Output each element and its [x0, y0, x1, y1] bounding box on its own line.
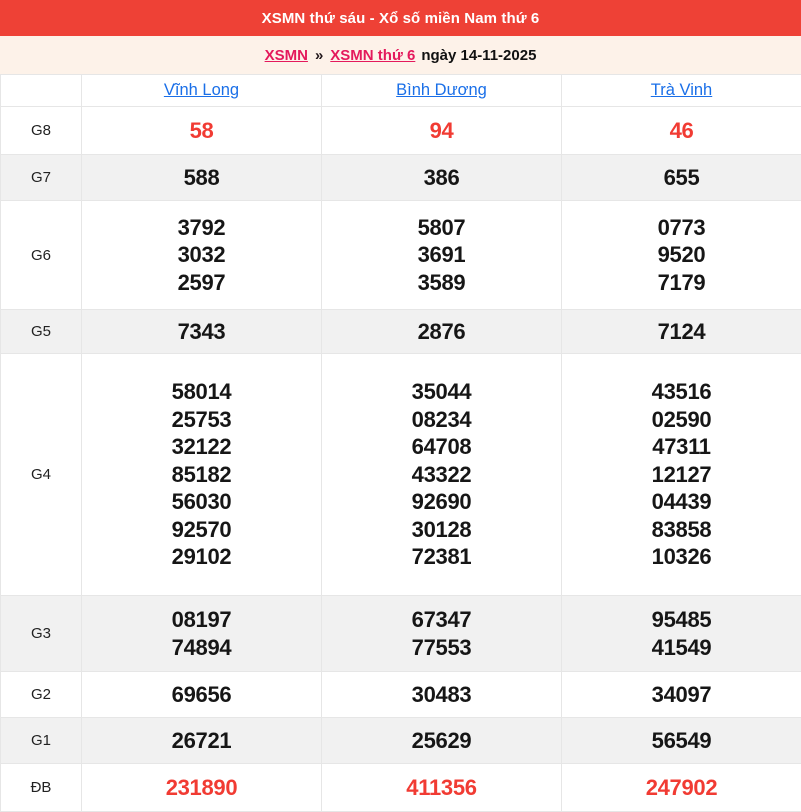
result-number: 72381 — [322, 543, 561, 571]
result-cell — [322, 764, 562, 812]
province-link-vinh-long[interactable]: Vĩnh Long — [164, 81, 239, 99]
result-cell — [82, 354, 322, 596]
table-row-g1 — [1, 718, 801, 764]
prize-label: G2 — [1, 672, 82, 718]
result-number: 94 — [322, 117, 561, 145]
prize-label: G1 — [1, 718, 82, 764]
result-number: 25753 — [82, 406, 321, 434]
result-number: 02590 — [562, 406, 801, 434]
result-number: 3589 — [322, 269, 561, 297]
result-number: 10326 — [562, 543, 801, 571]
results-table — [0, 74, 801, 812]
result-cell — [322, 672, 562, 718]
result-number: 7124 — [562, 318, 801, 346]
result-number: 411356 — [322, 774, 561, 802]
result-number: 9520 — [562, 241, 801, 269]
result-cell — [322, 718, 562, 764]
page-header — [0, 0, 801, 36]
page-title: XSMN thứ sáu - Xổ số miền Nam thứ 6 — [262, 10, 540, 27]
result-number: 7179 — [562, 269, 801, 297]
result-number: 2597 — [82, 269, 321, 297]
prize-label: G7 — [1, 155, 82, 201]
result-cell — [562, 718, 801, 764]
column-header-tra-vinh — [562, 75, 801, 107]
result-number: 64708 — [322, 433, 561, 461]
result-number: 2876 — [322, 318, 561, 346]
result-number: 247902 — [562, 774, 801, 802]
table-row-g5 — [1, 310, 801, 354]
table-row-đb — [1, 764, 801, 812]
result-number: 32122 — [82, 433, 321, 461]
result-number: 7343 — [82, 318, 321, 346]
result-number: 47311 — [562, 433, 801, 461]
result-number: 29102 — [82, 543, 321, 571]
breadcrumb — [0, 36, 801, 74]
result-number: 35044 — [322, 378, 561, 406]
result-number: 12127 — [562, 461, 801, 489]
result-cell — [562, 310, 801, 354]
result-number: 58014 — [82, 378, 321, 406]
result-number: 30483 — [322, 681, 561, 709]
result-cell — [562, 596, 801, 672]
result-number: 43516 — [562, 378, 801, 406]
result-cell — [82, 764, 322, 812]
result-number: 83858 — [562, 516, 801, 544]
result-number: 0773 — [562, 214, 801, 242]
prize-label: G5 — [1, 310, 82, 354]
breadcrumb-link-xsmn[interactable]: XSMN — [265, 47, 308, 64]
result-number: 30128 — [322, 516, 561, 544]
result-cell — [322, 310, 562, 354]
result-number: 25629 — [322, 727, 561, 755]
result-number: 231890 — [82, 774, 321, 802]
result-cell — [562, 764, 801, 812]
result-number: 588 — [82, 164, 321, 192]
result-cell — [322, 201, 562, 310]
column-header-vinh-long — [82, 75, 322, 107]
province-link-tra-vinh[interactable]: Trà Vinh — [651, 81, 712, 99]
province-link-binh-duong[interactable]: Bình Dương — [396, 81, 487, 99]
prize-label: G3 — [1, 596, 82, 672]
result-cell — [82, 672, 322, 718]
result-cell — [82, 201, 322, 310]
result-number: 46 — [562, 117, 801, 145]
results-body — [1, 107, 801, 812]
result-number: 3032 — [82, 241, 321, 269]
result-number: 56549 — [562, 727, 801, 755]
result-number: 3792 — [82, 214, 321, 242]
table-row-g3 — [1, 596, 801, 672]
result-number: 34097 — [562, 681, 801, 709]
result-number: 92690 — [322, 488, 561, 516]
prize-label: G8 — [1, 107, 82, 155]
result-cell — [322, 596, 562, 672]
prize-label: G6 — [1, 201, 82, 310]
corner-cell — [1, 75, 82, 107]
result-cell — [322, 354, 562, 596]
result-cell — [322, 155, 562, 201]
result-number: 67347 — [322, 606, 561, 634]
result-cell — [82, 107, 322, 155]
table-row-g8 — [1, 107, 801, 155]
result-number: 26721 — [82, 727, 321, 755]
result-number: 74894 — [82, 634, 321, 662]
table-row-g7 — [1, 155, 801, 201]
result-cell — [82, 310, 322, 354]
result-cell — [82, 596, 322, 672]
table-row-g6 — [1, 201, 801, 310]
result-cell — [322, 107, 562, 155]
column-header-binh-duong — [322, 75, 562, 107]
result-cell — [562, 107, 801, 155]
result-number: 85182 — [82, 461, 321, 489]
result-cell — [562, 354, 801, 596]
breadcrumb-date: ngày 14-11-2025 — [421, 47, 536, 64]
breadcrumb-separator: » — [315, 47, 323, 64]
result-number: 92570 — [82, 516, 321, 544]
result-number: 3691 — [322, 241, 561, 269]
result-cell — [562, 672, 801, 718]
result-cell — [562, 201, 801, 310]
result-number: 5807 — [322, 214, 561, 242]
result-cell — [562, 155, 801, 201]
table-header-row — [1, 75, 801, 107]
breadcrumb-link-xsmn-thu-6[interactable]: XSMN thứ 6 — [330, 47, 415, 64]
result-cell — [82, 155, 322, 201]
table-row-g2 — [1, 672, 801, 718]
result-number: 95485 — [562, 606, 801, 634]
result-number: 655 — [562, 164, 801, 192]
table-row-g4 — [1, 354, 801, 596]
result-number: 08197 — [82, 606, 321, 634]
result-number: 69656 — [82, 681, 321, 709]
result-number: 04439 — [562, 488, 801, 516]
result-number: 56030 — [82, 488, 321, 516]
result-number: 58 — [82, 117, 321, 145]
result-number: 43322 — [322, 461, 561, 489]
prize-label: G4 — [1, 354, 82, 596]
result-number: 386 — [322, 164, 561, 192]
prize-label: ĐB — [1, 764, 82, 812]
result-cell — [82, 718, 322, 764]
result-number: 08234 — [322, 406, 561, 434]
result-number: 77553 — [322, 634, 561, 662]
result-number: 41549 — [562, 634, 801, 662]
